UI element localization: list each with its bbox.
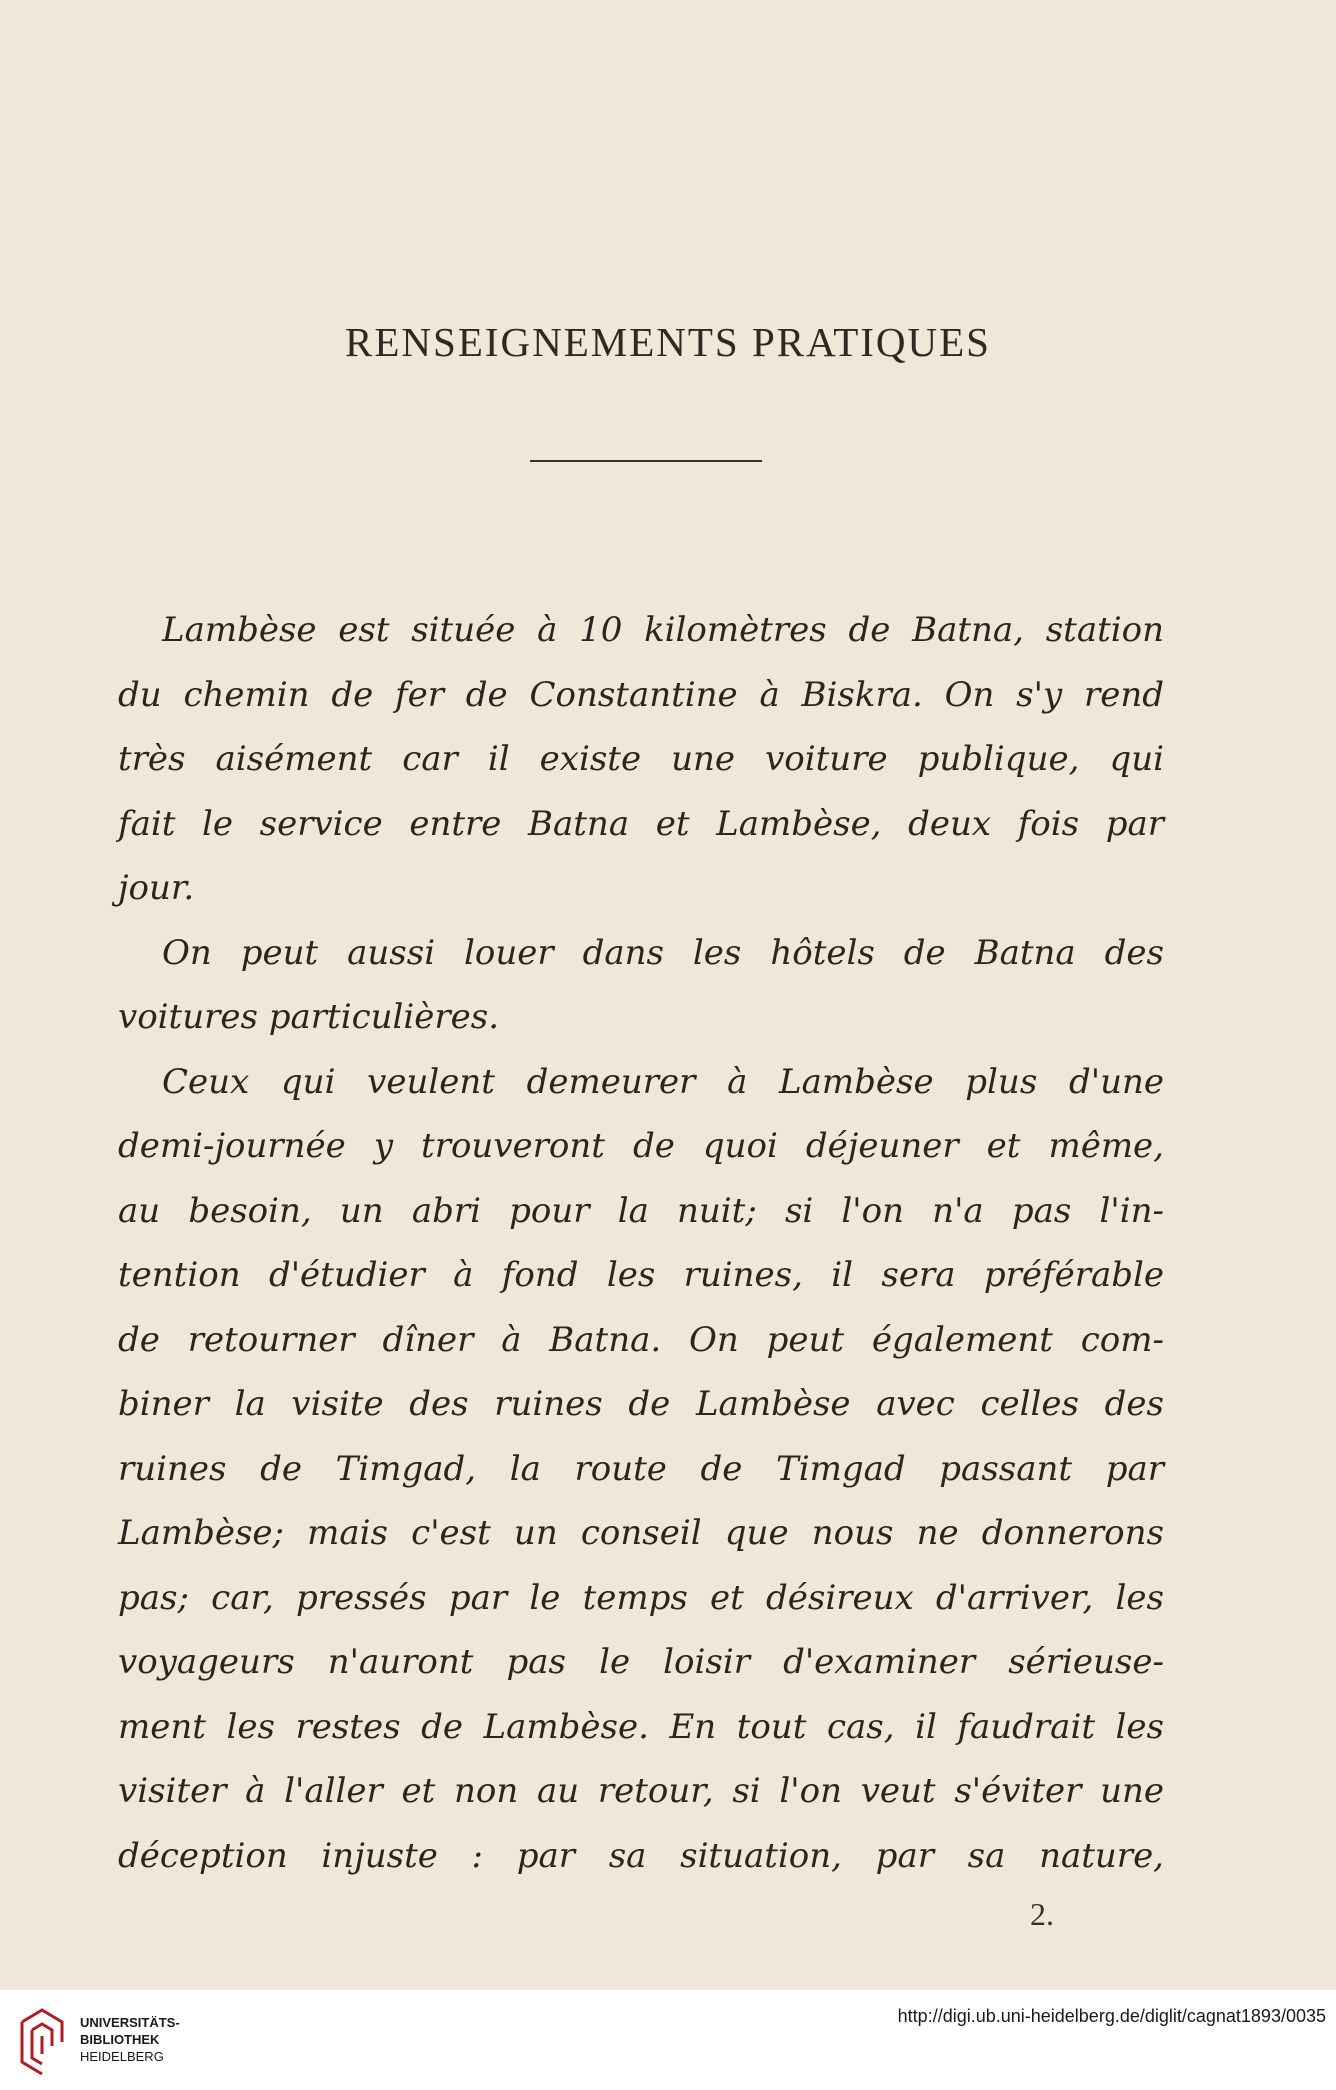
- text-line: On peut aussi louer dans les hôtels de Batna des: [162, 932, 1164, 973]
- text-line: jour.: [118, 868, 195, 908]
- paragraph-2: [118, 921, 1164, 1050]
- library-line-3: HEIDELBERG: [80, 2049, 164, 2064]
- text-line: tention d'étudier à fond les ruines, il sera préférable: [118, 1255, 1164, 1295]
- paragraph-3: [118, 1050, 1164, 1889]
- text-line: fait le service entre Batna et Lambèse, deux fois par: [118, 803, 1164, 844]
- text-line: demi-journée y trouveront de quoi déjeuner et même,: [118, 1126, 1164, 1166]
- library-line-2: BIBLIOTHEK: [80, 2032, 160, 2047]
- text-line: ment les restes de Lambèse. En tout cas, il faudrait les: [118, 1706, 1164, 1747]
- text-line: biner la visite des ruines de Lambèse avec celles des: [118, 1384, 1164, 1424]
- text-line: de retourner dîner à Batna. On peut également com-: [118, 1319, 1164, 1360]
- text-line: voitures particulières.: [118, 997, 500, 1037]
- library-name: [80, 2014, 180, 2065]
- text-line: Lambèse; mais c'est un conseil que nous ne donnerons: [118, 1513, 1164, 1553]
- page-title: RENSEIGNEMENTS PRATIQUES: [345, 319, 991, 365]
- title-divider: [530, 460, 762, 462]
- text-line: visiter à l'aller et non au retour, si l'on veut s'éviter une: [118, 1771, 1164, 1811]
- paragraph-1: [118, 598, 1164, 921]
- text-line: au besoin, un abri pour la nuit; si l'on n'a pas l'in-: [118, 1190, 1164, 1231]
- text-line: du chemin de fer de Constantine à Biskra. On s'y rend: [118, 674, 1164, 715]
- signature-mark: 2.: [1030, 1896, 1054, 1932]
- text-line: déception injuste : par sa situation, par sa nature,: [118, 1835, 1164, 1876]
- text-line: très aisément car il existe une voiture publique, qui: [118, 739, 1164, 779]
- text-line: Lambèse est située à 10 kilomètres de Batna, station: [162, 610, 1164, 650]
- text-line: voyageurs n'auront pas le loisir d'examiner sérieuse-: [118, 1642, 1164, 1682]
- body-text: [118, 598, 1164, 1888]
- text-line: pas; car, pressés par le temps et désireux d'arriver, les: [118, 1577, 1164, 1618]
- library-line-1: UNIVERSITÄTS-: [80, 2015, 180, 2030]
- text-line: ruines de Timgad, la route de Timgad passant par: [118, 1448, 1164, 1489]
- source-url-link[interactable]: http://digi.ub.uni-heidelberg.de/diglit/cagnat1893/0035: [897, 2006, 1326, 2026]
- library-logo-icon[interactable]: [12, 2002, 72, 2078]
- text-line: Ceux qui veulent demeurer à Lambèse plus d'une: [162, 1061, 1164, 1102]
- footer-bar: [0, 1990, 1336, 2090]
